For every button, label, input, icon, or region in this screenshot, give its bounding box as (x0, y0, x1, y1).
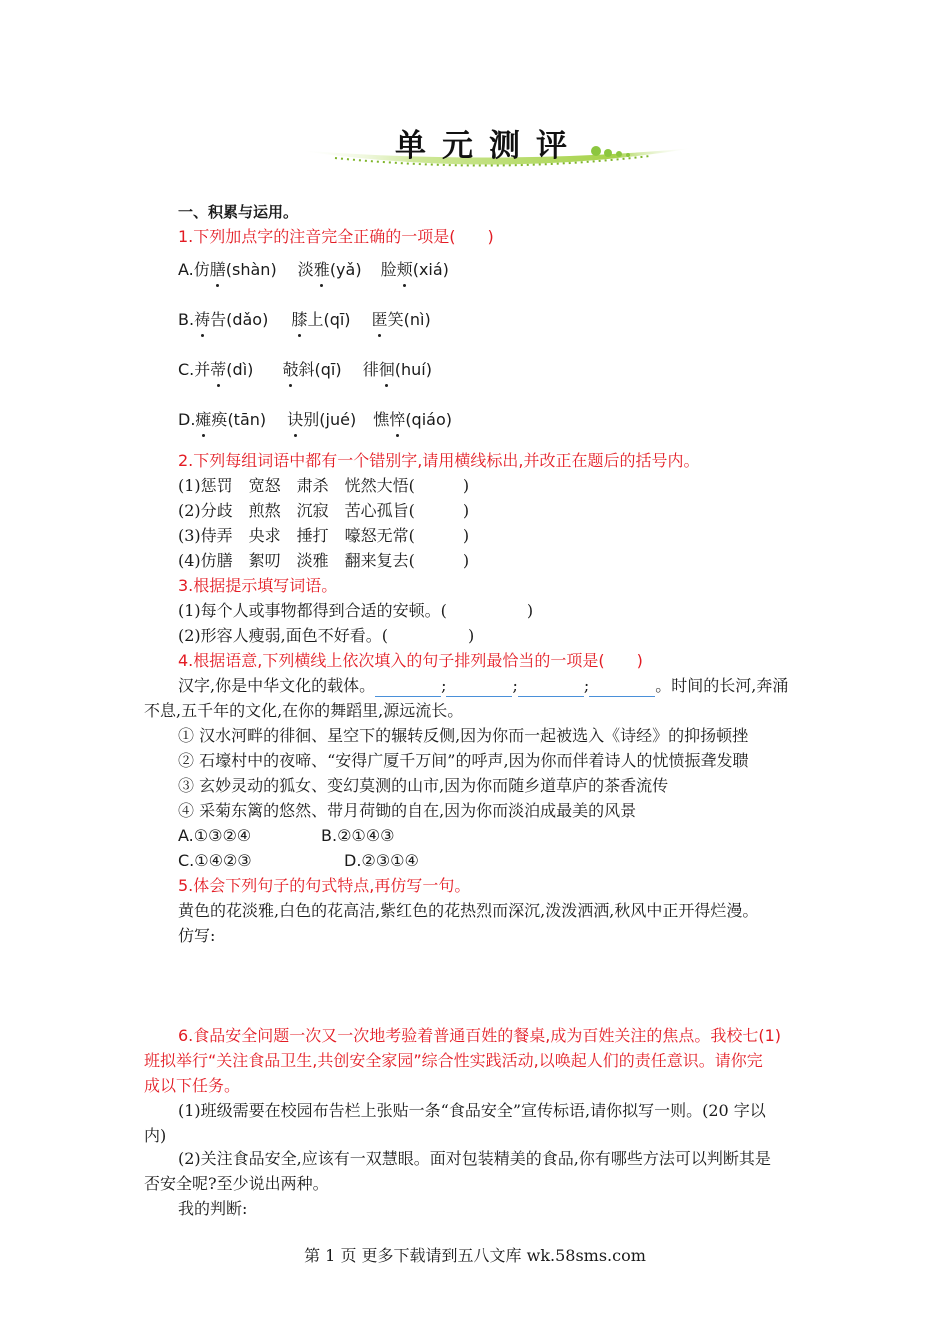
q4-option-a: A.①③②④ (178, 826, 252, 845)
q4-paragraph-line2: 不息,五千年的文化,在你的舞蹈里,源远流长。 (144, 701, 464, 720)
q4-sentence-2: ② 石壕村中的夜啼、“安得广厦千万间”的呼声,因为你而伴着诗人的忧愤振聋发聩 (178, 751, 749, 770)
q4-sentence-4: ④ 采菊东篱的悠然、带月荷锄的自在,因为你而淡泊成最美的风景 (178, 801, 637, 820)
q4-option-b: B.②①④③ (321, 826, 395, 845)
q2-item-1: (1)惩罚 宽怒 肃杀 恍然大悟( ) (178, 476, 470, 495)
q4-paragraph-line1: 汉字,你是中华文化的载体。 ; ; ; 。时间的长河,奔涌 (178, 676, 789, 695)
q6-stem-line3: 成以下任务。 (144, 1076, 241, 1095)
q1-option-d: D.瘫痪(tān) 诀别(jué) 憔悴(qiáo) (178, 410, 452, 429)
q3-stem: 3.根据提示填写词语。 (178, 576, 338, 595)
q1-option-a: A.仿膳(shàn) 淡雅(yǎ) 脸颊(xiá) (178, 260, 449, 279)
answer-blank[interactable] (589, 680, 655, 697)
q2-item-2: (2)分歧 煎熬 沉寂 苦心孤旨( ) (178, 501, 470, 520)
q1-option-b: B.祷告(dǎo) 膝上(qī) 匿笑(nì) (178, 310, 431, 329)
q4-stem: 4.根据语意,下列横线上依次填入的句子排列最恰当的一项是( ) (178, 651, 643, 670)
q4-option-d: D.②③①④ (344, 851, 419, 870)
q2-item-3: (3)侍弄 央求 捶打 嚎怒无常( ) (178, 526, 470, 545)
q2-stem: 2.下列每组词语中都有一个错别字,请用横线标出,并改正在题后的括号内。 (178, 451, 700, 470)
q5-sentence: 黄色的花淡雅,白色的花高洁,紫红色的花热烈而深沉,泼泼洒洒,秋风中正开得烂漫。 (178, 901, 759, 920)
q3-item-2: (2)形容人瘦弱,面色不好看。( ) (178, 626, 475, 645)
q4-sentence-3: ③ 玄妙灵动的狐女、变幻莫测的山市,因为你而随乡道草庐的茶香流传 (178, 776, 669, 795)
q6-stem-line1: 6.食品安全问题一次又一次地考验着普通百姓的餐桌,成为百姓关注的焦点。我校七(1) (178, 1026, 782, 1045)
q6-sub2-line2: 否安全呢?至少说出两种。 (144, 1174, 329, 1193)
page-footer: 第 1 页 更多下载请到五八文库 wk.58sms.com (304, 1246, 646, 1265)
answer-blank[interactable] (518, 680, 584, 697)
q5-imitate-label: 仿写: (178, 926, 216, 945)
q4-option-c: C.①④②③ (178, 851, 252, 870)
q3-item-1: (1)每个人或事物都得到合适的安顿。( ) (178, 601, 534, 620)
q6-stem-line2: 班拟举行“关注食品卫生,共创安全家园”综合性实践活动,以唤起人们的责任意识。请你完 (144, 1051, 763, 1070)
q5-stem: 5.体会下列句子的句式特点,再仿写一句。 (178, 876, 471, 895)
page-title: 单元测评 (395, 128, 583, 164)
q2-item-4: (4)仿膳 絮叨 淡雅 翻来复去( ) (178, 551, 470, 570)
q4-sentence-1: ① 汉水河畔的徘徊、星空下的辗转反侧,因为你而一起被选入《诗经》的抑扬顿挫 (178, 726, 749, 745)
q1-stem: 1.下列加点字的注音完全正确的一项是( ) (178, 227, 494, 246)
q6-sub1-line2: 内) (144, 1126, 167, 1145)
section-heading: 一、积累与运用。 (178, 203, 299, 221)
q6-judge-label: 我的判断: (178, 1199, 248, 1218)
q6-sub1-line1: (1)班级需要在校园布告栏上张贴一条“食品安全”宣传标语,请你拟写一则。(20 字以 (178, 1101, 766, 1120)
answer-blank[interactable] (446, 680, 512, 697)
answer-blank[interactable] (375, 680, 441, 697)
q1-option-c: C.并蒂(dì) 攲斜(qī) 徘徊(huí) (178, 360, 432, 379)
q6-sub2-line1: (2)关注食品安全,应该有一双慧眼。面对包装精美的食品,你有哪些方法可以判断其是 (178, 1149, 771, 1168)
